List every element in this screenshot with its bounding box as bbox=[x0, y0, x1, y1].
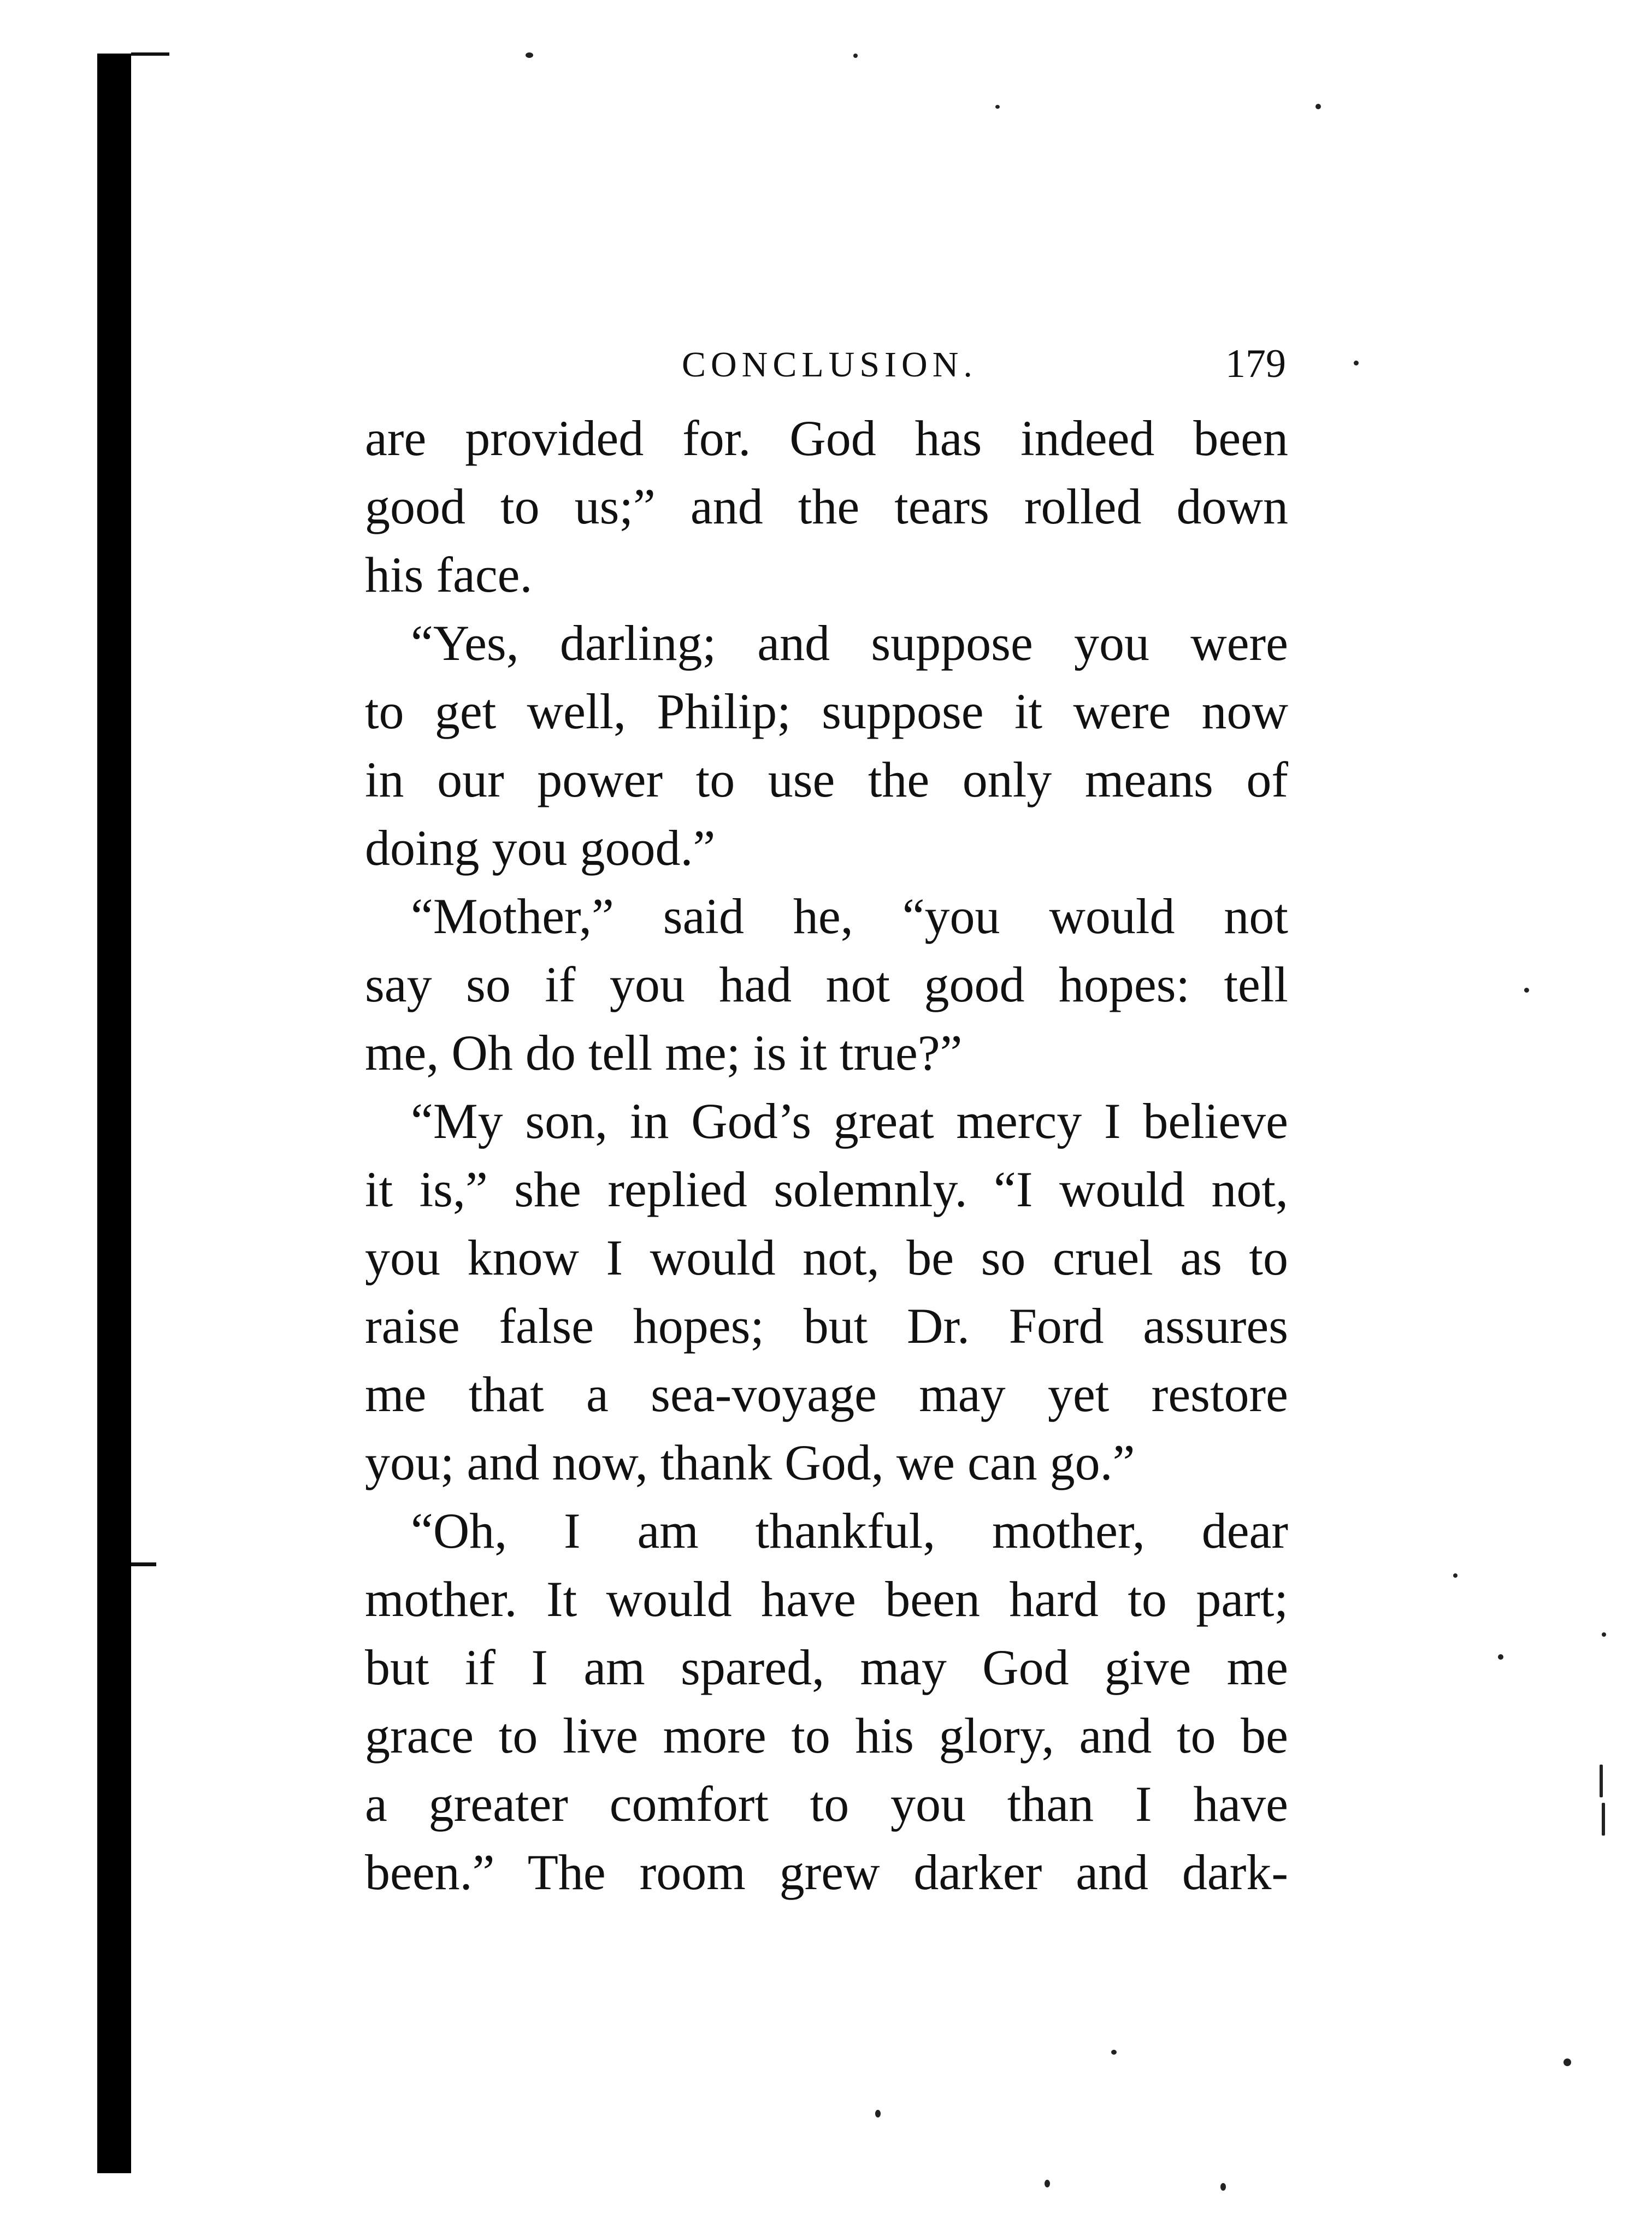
text-line: a greater comfort to you than I have bbox=[365, 1776, 1288, 1832]
scan-speck bbox=[995, 105, 1000, 109]
scan-speck bbox=[853, 54, 858, 58]
text-line: “My son, in God’s great mercy I believe bbox=[411, 1093, 1288, 1149]
text-line: say so if you had not good hopes: tell bbox=[365, 957, 1288, 1012]
text-line: in our power to use the only means of bbox=[365, 752, 1288, 807]
scan-speck bbox=[875, 2110, 881, 2117]
text-line: are provided for. God has indeed been bbox=[365, 410, 1288, 466]
text-line: been.” The room grew darker and dark- bbox=[365, 1844, 1288, 1900]
scan-speck bbox=[1600, 1765, 1603, 1797]
text-line: “Mother,” said he, “you would not bbox=[411, 888, 1288, 944]
text-line: “Yes, darling; and suppose you were bbox=[411, 615, 1288, 671]
text-line: it is,” she replied solemnly. “I would not, bbox=[365, 1161, 1288, 1217]
scan-speck bbox=[1564, 2058, 1571, 2066]
scan-speck bbox=[1602, 1632, 1606, 1637]
text-line: mother. It would have been hard to part; bbox=[365, 1571, 1288, 1627]
text-line: you know I would not, be so cruel as to bbox=[365, 1230, 1288, 1285]
text-line: me, Oh do tell me; is it true?” bbox=[365, 1025, 963, 1081]
text-line: you; and now, thank God, we can go.” bbox=[365, 1435, 1135, 1490]
scan-speck bbox=[1354, 361, 1359, 365]
page-header bbox=[365, 339, 1294, 399]
running-head: CONCLUSION. bbox=[682, 345, 977, 385]
scan-speck bbox=[1315, 104, 1321, 109]
scan-speck bbox=[1220, 2183, 1226, 2191]
text-line: good to us;” and the tears rolled down bbox=[365, 479, 1288, 534]
scan-speck bbox=[1045, 2180, 1050, 2187]
scan-speck bbox=[1453, 1573, 1458, 1578]
scan-speck bbox=[1498, 1654, 1503, 1660]
page-number: 179 bbox=[1225, 341, 1286, 386]
scan-speck bbox=[1524, 988, 1529, 993]
binding-mark bbox=[131, 52, 169, 56]
binding-mark bbox=[131, 1562, 156, 1566]
binding-edge bbox=[97, 54, 131, 2173]
text-line: doing you good.” bbox=[365, 820, 716, 876]
text-line: grace to live more to his glory, and to be bbox=[365, 1708, 1288, 1763]
scan-speck bbox=[1111, 2050, 1117, 2055]
text-line: his face. bbox=[365, 547, 533, 603]
text-line: raise false hopes; but Dr. Ford assures bbox=[365, 1298, 1288, 1354]
text-line: but if I am spared, may God give me bbox=[365, 1639, 1288, 1695]
body-text bbox=[365, 404, 1288, 1907]
text-line: to get well, Philip; suppose it were now bbox=[365, 683, 1288, 739]
scan-speck bbox=[526, 52, 533, 58]
scan-speck bbox=[1602, 1803, 1605, 1836]
text-line: “Oh, I am thankful, mother, dear bbox=[411, 1503, 1288, 1559]
text-line: me that a sea-voyage may yet restore bbox=[365, 1366, 1288, 1422]
